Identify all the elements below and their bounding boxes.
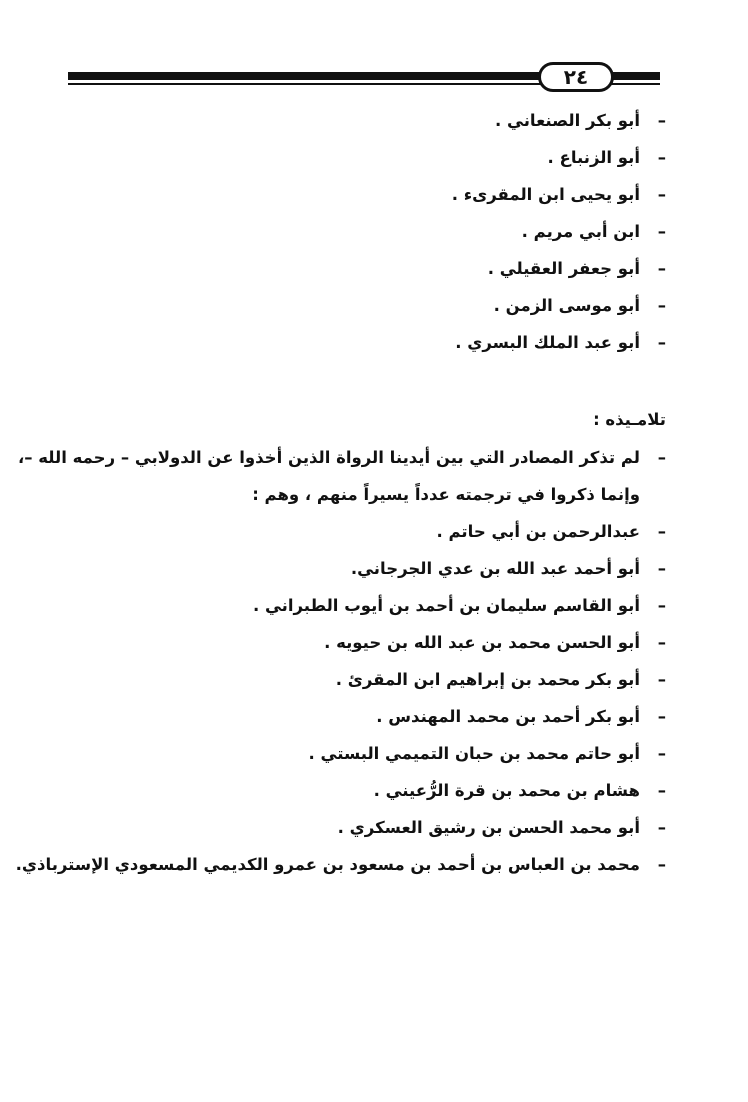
student-name: أبو الحسن محمد بن عبد الله بن حيويه .: [324, 633, 640, 652]
student-item: [60, 595, 666, 617]
student-name: أبو بكر محمد بن إبراهيم ابن المقرئ .: [335, 670, 640, 689]
page-number: ٢٤: [538, 62, 614, 92]
list-dash: –: [657, 855, 666, 874]
list-dash: –: [657, 259, 666, 278]
list-item: [60, 184, 666, 206]
student-name: هشام بن محمد بن قرة الرُّعيني .: [373, 781, 640, 800]
student-item: [60, 669, 666, 691]
intro-paragraph-continuation: وإنما ذكروا في ترجمته عدداً يسيراً منهم ، وهم :: [252, 485, 640, 504]
intro-text: لم تذكر المصادر التي بين أيدينا الرواة الذين أخذوا عن الدولابي – رحمه الله –،: [18, 448, 640, 467]
list-item-text: أبو موسى الزمن .: [493, 296, 640, 315]
page-header: [68, 62, 660, 88]
student-name: عبدالرحمن بن أبي حاتم .: [436, 522, 640, 541]
student-item: [60, 521, 666, 543]
list-dash: –: [657, 185, 666, 204]
list-item: [60, 295, 666, 317]
list-item-text: أبو الزنباع .: [547, 148, 640, 167]
list-dash: –: [657, 448, 666, 467]
student-name: أبو حاتم محمد بن حبان التميمي البستي .: [308, 744, 640, 763]
list-item: [60, 110, 666, 132]
list-dash: –: [657, 559, 666, 578]
student-item: [60, 743, 666, 765]
section-gap: [60, 369, 666, 409]
student-item: [60, 706, 666, 728]
student-name: أبو محمد الحسن بن رشيق العسكري .: [337, 818, 640, 837]
list-dash: –: [657, 670, 666, 689]
student-item: [60, 817, 666, 839]
list-dash: –: [657, 781, 666, 800]
list-dash: –: [657, 296, 666, 315]
list-item: [60, 332, 666, 354]
list-dash: –: [657, 818, 666, 837]
page-body: [15, 110, 666, 891]
list-dash: –: [657, 744, 666, 763]
list-item-text: أبو بكر الصنعاني .: [495, 111, 640, 130]
list-item-text: أبو جعفر العقيلي .: [487, 259, 640, 278]
list-item-text: أبو عبد الملك البسري .: [455, 333, 640, 352]
student-name: أبو القاسم سليمان بن أحمد بن أيوب الطبراني .: [252, 596, 640, 615]
list-dash: –: [657, 333, 666, 352]
list-dash: –: [657, 633, 666, 652]
student-item: [60, 558, 666, 580]
list-item: [60, 221, 666, 243]
list-dash: –: [657, 707, 666, 726]
student-name: أبو أحمد عبد الله بن عدي الجرجاني.: [350, 559, 640, 578]
section-heading: تلامـيذه :: [593, 410, 666, 429]
list-dash: –: [657, 111, 666, 130]
list-dash: –: [657, 522, 666, 541]
student-item: [15, 854, 666, 876]
list-item: [60, 258, 666, 280]
student-name: أبو بكر أحمد بن محمد المهندس .: [376, 707, 640, 726]
list-item-text: أبو يحيى ابن المقرىء .: [451, 185, 640, 204]
list-dash: –: [657, 596, 666, 615]
list-dash: –: [657, 148, 666, 167]
intro-paragraph-line: [18, 447, 666, 469]
list-item-text: ابن أبي مريم .: [521, 222, 640, 241]
student-item: [60, 632, 666, 654]
student-name: محمد بن العباس بن أحمد بن مسعود بن عمرو الكديمي المسعودي الإسترباذي.: [15, 855, 640, 874]
student-item: [60, 780, 666, 802]
list-item: [60, 147, 666, 169]
list-dash: –: [657, 222, 666, 241]
